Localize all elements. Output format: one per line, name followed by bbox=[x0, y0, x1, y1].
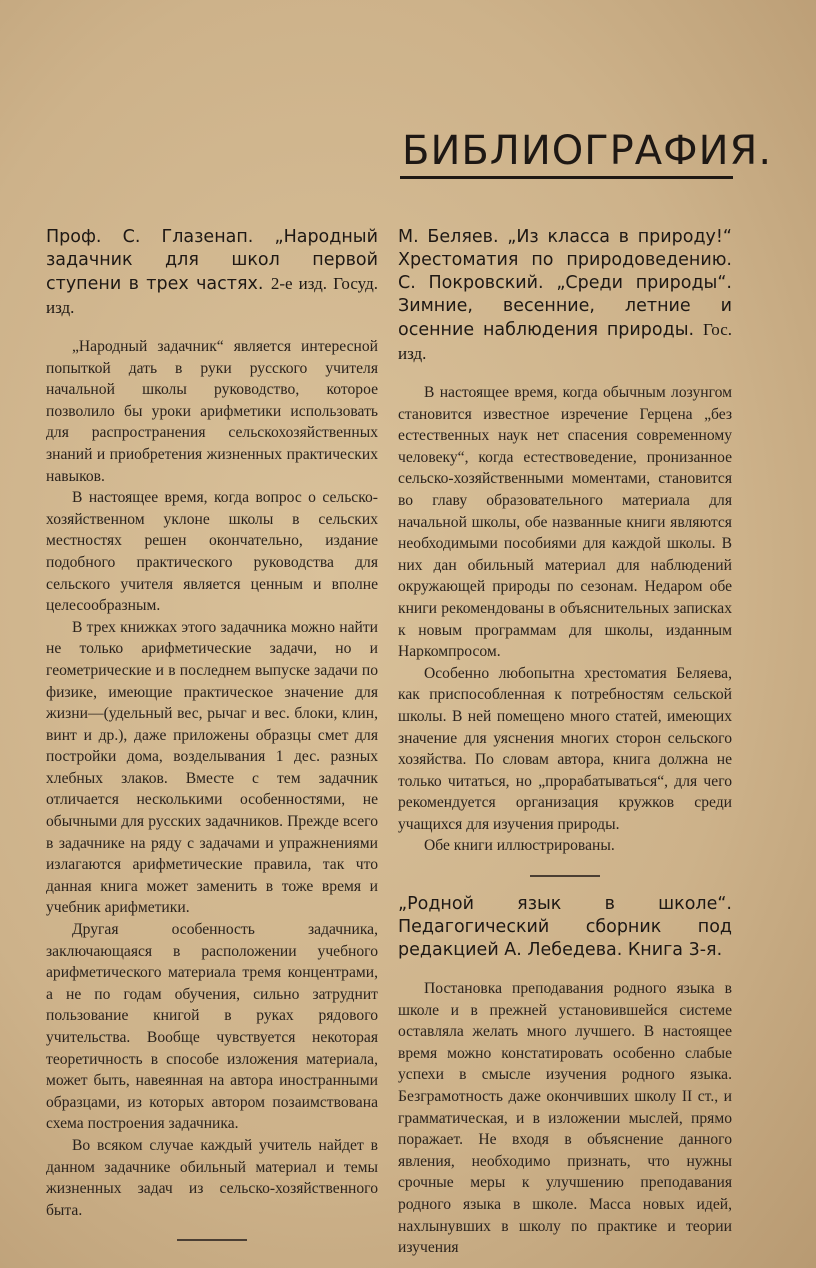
review-publisher: 2-е изд. Госуд. изд. bbox=[46, 274, 378, 317]
paragraph: Постановка преподавания родного языка в школе и в прежней установившейся системе оставляла желать много лучшего. В настоящее время можно констатировать особенно слабые успехи в смысле изучения родного языка. Безграмотность даже окончивших школу II ст., и грамматическая, и в изложении мыслей, прямо поражает. Не входя в объяснение данного явления, необходимо признать, что нужны срочные меры к улучшению преподавания родного языка в школе. Масса новых идей, нахлынувших в школу по практике и теории изучения bbox=[398, 980, 732, 1257]
paragraph: „Народный задачник“ является интересной попыткой дать в руки русского учителя начальной школы руководство, которое позволило бы уроки арифметики использовать для распространения сельскохозяйственных знаний и приобретения жизненных практических навыков. bbox=[46, 338, 378, 485]
divider bbox=[177, 1239, 247, 1241]
review-publisher: Гос. изд. bbox=[398, 320, 732, 363]
paragraph: Другая особенность задачника, заключающаяся в расположении учебного арифметического материала тремя концентрами, а не по годам обучения, сильно затруднит пользование книгой в руках рядового учительства. Вообще чувствуется некоторая теоретичность в способе изложения материала, может быть, навеянная на автора иностранными образцами, из которых автором позаимствована схема построения задачника. bbox=[46, 921, 378, 1133]
left-column bbox=[46, 226, 378, 1263]
review-title: М. Беляев. „Из класса в природу!“ Хрестоматия по природоведению. С. Покровский. „Среди природы“. Зимние, весенние, летние и осенние наблюдения природы. bbox=[398, 227, 732, 340]
review-title: Проф. С. Глазенап. „Народный задачник для школ первой ступени в трех частях. bbox=[46, 227, 378, 294]
review-title: „Родной язык в школе“. Педагогический сборник под редакцией А. Лебедева. Книга 3-я. bbox=[398, 894, 732, 961]
title-rule bbox=[400, 176, 733, 179]
paragraph: В настоящее время, когда вопрос о сельско-хозяйственном уклоне школы в сельских местностях решен окончательно, издание подобного практического руководства для сельского учителя является ценным и вполне целесообразным. bbox=[46, 489, 378, 615]
paragraph: В настоящее время, когда обычным лозунгом становится известное изречение Герцена „без естественных наук нет спасения современному человеку“, когда естествоведение, пронизанное сельско-хозяйственными моментами, становится во главу образовательного материала для начальной школы, обе названные книги являются необходимыми пособиями для каждой школы. В них дан обильный материал для наблюдений окружающей природы по сезонам. Недаром обе книги рекомендованы в объяснительных записках к новым программам для школы, изданным Наркомпросом. bbox=[398, 384, 732, 661]
paragraph: Особенно любопытна хрестоматия Беляева, как приспособленная к потребностям сельской школы. В ней помещено много статей, имеющих значение для уяснения многих сторон сельского хозяйства. По словам автора, книга должна не только читаться, но „прорабатываться“, для чего рекомендуется организация кружков среди учащихся для изучения природы. bbox=[398, 664, 732, 833]
review-heading bbox=[46, 226, 378, 320]
review-heading bbox=[398, 893, 732, 962]
paragraph: Обе книги иллюстрированы. bbox=[424, 837, 615, 855]
divider bbox=[530, 875, 600, 877]
paragraph: В трех книжках этого задачника можно найти не только арифметические задачи, но и геометрические и в последнем выпуске задачи по физике, имеющие практическое значение для жизни—(удельный вес, рычаг и вес. блоки, клин, винт и др.), даже приложены образцы смет для постройки дома, возделывания 1 дес. разных хлебных злаков. Вместе с тем задачник отличается несколькими особенностями, не обычными для русских задачников. Прежде всего в задачнике на ряду с задачами и упражнениями излагаются арифметические правила, так что данная книга может заменить в тоже время и учебник арифметики. bbox=[46, 618, 378, 917]
paragraph: Во всяком случае каждый учитель найдет в данном задачнике обильный материал и темы жизненных задач из сельско-хозяйственного быта. bbox=[46, 1136, 378, 1219]
review-heading bbox=[398, 226, 732, 366]
section-title: БИБЛИОГРАФИЯ. bbox=[402, 128, 773, 174]
right-column bbox=[398, 226, 732, 1259]
